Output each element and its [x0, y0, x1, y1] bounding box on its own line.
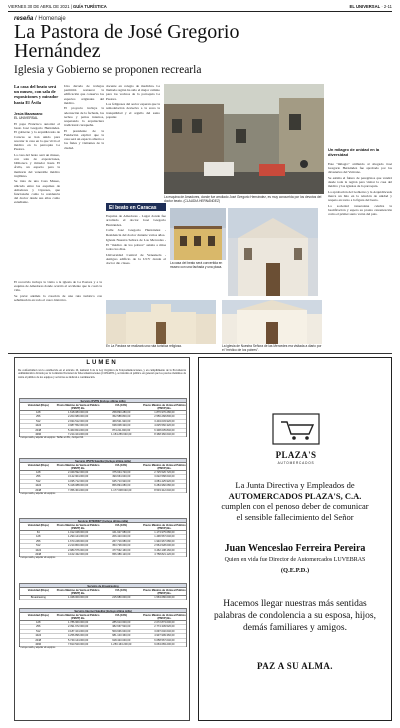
price-table-cell: 512	[20, 544, 57, 548]
price-table-column-header: Precio Máximo de Venta al Público (PMVP) Bs.	[56, 523, 100, 530]
price-table-column-header: Precio Máximo de Venta al Público (PMVP) Bs.	[56, 613, 100, 620]
price-table-cell: 4.758.821.120,00	[143, 553, 186, 557]
price-table-cell: 128	[20, 535, 57, 539]
price-table-cell: 3.462.108.160,00	[143, 549, 186, 553]
article-column-1: El papa Francisco autorizó el beato José Gregorio Hernández. El gobierno y la arquidiócesis de Caracas se han unido para rescatar la casa en la que vivió el médico en la parroquia La Pastora. La casa del beato será un museo, con sala de exposiciones, biblioteca y mirador hasta El Ávila, un espacio para la memoria del venerable médico trujillano. Se trata de una Casa Museo, ubicada entre las esquinas de Amadores y Cipreses, que funcionaba como la residencia del doctor desde sus años como estudiante.	[14, 122, 60, 205]
plazas-logo-sub: AUTOMERCADOS	[277, 461, 315, 465]
article-column-3: docente en colegio de medicina. La llamada región ha sido el mejor camino para los vecinos de la parroquia La Pastora. Los feligreses del sector esperan que la remodelación devuelva a la zona la tranquilidad y el orgullo del santo popular.	[106, 84, 160, 119]
price-table	[19, 583, 187, 600]
price-table-cell: 4.256.896.000,00	[57, 634, 100, 638]
price-table-cell: 2.349.592.000,00	[57, 471, 100, 475]
price-table-cell: 477.532.160,00	[100, 549, 143, 553]
price-table-cell: 256	[20, 475, 57, 479]
price-table-column-header: Precio Máximo de Venta al Público (PMVP) Bs.	[56, 588, 100, 595]
price-table	[19, 518, 187, 560]
price-table-column-header: Precio Máximo de Venta al Público (PMVP) Bs.	[56, 463, 100, 470]
deceased-role: Quien en vida fue Director de Automercados LUVEBRAS	[224, 557, 366, 563]
price-table-column-header: Precio Máximo de Venta al Público (PMVP) Bs.	[143, 403, 186, 410]
price-table	[19, 458, 187, 496]
price-table-header	[19, 588, 187, 596]
closing-line: PAZ A SU ALMA.	[257, 661, 333, 671]
main-photo-caption: La esquina de Amadores, donde fue arrollado José Gregorio Hernández, es muy concurrida por los devotos del doctor beato. (CLAUDIA HERNÁNDEZ)	[164, 195, 322, 203]
price-table-row	[19, 596, 187, 600]
price-table-cell: 656.389.120,00	[100, 553, 143, 557]
price-table-cell: 285.913.600,00	[100, 621, 143, 625]
lumen-intro: De conformidad con lo establecido en el artículo 10, numeral 6 de la Ley Orgánica de Telecomunicaciones, y en cumplimiento de la Providencia Administrativa dictada por la Comisión Nacional de Telecomunicaciones (CONATEL), se informa al público en general que los precios máximos de venta al público de los equipos y servicios se indican a continuación.	[18, 369, 186, 379]
price-table-cell: 3.987.552.000,00	[57, 424, 100, 428]
price-table-cell: 1.250.163.200,00	[100, 643, 143, 647]
price-table-note: * Incluye tarifa y alquiler de equipos.	[19, 557, 56, 560]
price-table-column-header: IVA (16%)	[100, 403, 143, 411]
masthead-brand: EL UNIVERSAL · 2-11	[349, 4, 392, 9]
price-table-cell: 64	[20, 531, 57, 535]
street-scene-image	[164, 84, 324, 194]
price-table-cell: 1024	[20, 549, 57, 553]
price-table-cell: 1.177.008.640,00	[100, 489, 143, 493]
price-table-cell: 2.564.528.000,00	[143, 544, 186, 548]
price-table-cell: 2.203.680.000,00	[57, 415, 100, 419]
price-table-column-header: IVA (16%)	[100, 613, 143, 621]
price-table-cell: 1.876.976.280,00	[143, 411, 186, 415]
price-table-cell: 1.290.144.000,00	[57, 535, 100, 539]
price-table-column-header: Velocidad (Kbps)	[20, 403, 57, 411]
price-table-cell: 5.463.824.000,00	[57, 429, 100, 433]
price-table	[19, 398, 187, 440]
price-table-cell: 3.187.104.000,00	[57, 630, 100, 634]
price-table-cell: 352.588.800,00	[100, 415, 143, 419]
price-table-cell: 382.667.520,00	[100, 625, 143, 629]
plazas-logo-name: PLAZA'S	[275, 450, 317, 460]
price-table-cell: 4096	[20, 643, 57, 647]
price-table-cell: 512	[20, 420, 57, 424]
price-table-cell: 3.697.040.640,00	[143, 630, 186, 634]
church-photo-caption: En La Pastora se realizará una ruta turística religiosa.	[106, 344, 182, 348]
box-list: Esquina de Amadores - Lugar donde fue arrollado el doctor José Gregorio Hernández. Calle José Gregorio Hernández - Residencia del doctor durante varios años. Iglesia Nuestra Señora de Las Mercedes - El "médico de los pobres" asistía a misa todos los días. Universidad Central de Venezuela - Antiguo edificio de la UCV donde el doctor dio clases.	[106, 214, 166, 266]
price-table-cell: 681.103.360,00	[100, 634, 143, 638]
article-byline: Jesús Mazzacano EL UNIVERSAL	[14, 112, 43, 120]
price-table-cell: 5.740.144.000,00	[57, 639, 100, 643]
price-table-cell: 6.338.035.840,00	[143, 429, 186, 433]
price-table-cell: 7.813.520.000,00	[57, 643, 100, 647]
price-table-header	[19, 523, 187, 531]
price-table-header	[19, 463, 187, 471]
price-table-cell: 2048	[20, 553, 57, 557]
price-table-cell: 2.984.576.000,00	[57, 549, 100, 553]
price-table-cell: 1.154.256.640,00	[100, 433, 143, 437]
house-photo	[170, 208, 226, 260]
price-table-column-header: Precio Máximo de Venta al Público (PMVP) Bs.	[143, 588, 186, 595]
price-table-cell: 6.284.982.080,00	[143, 484, 186, 488]
price-table-column-header: Velocidad (Kbps)	[20, 523, 57, 531]
price-table-column-header: Velocidad (Kbps)	[20, 463, 57, 471]
price-table-cell: 3.122.904.000,00	[57, 475, 100, 479]
article-lead: La casa del beato será un museo, con sala de exposiciones y mirador hasta El Ávila	[14, 84, 59, 105]
price-table-cell: 512	[20, 630, 57, 634]
price-table-cell: 5.418.088.000,00	[57, 484, 100, 488]
price-table-cell: 1024	[20, 484, 57, 488]
lumen-logo: LUMEN	[86, 360, 118, 366]
article-subhead: Iglesia y Gobierno se proponen recrearla	[14, 64, 202, 76]
main-photo	[164, 84, 324, 194]
price-table-cell: 499.664.640,00	[100, 475, 143, 479]
sidebar-title: Un milagro de unidad en la diversidad	[328, 147, 380, 157]
price-table-cell: 1.618.083.000,00	[57, 411, 100, 415]
price-table-column-header: Precio Máximo de Venta al Público (PMVP) Bs.	[143, 523, 186, 530]
price-table-column-header: IVA (16%)	[100, 463, 143, 471]
price-table-cell: 1.786.960.000,00	[57, 621, 100, 625]
price-table-column-header: IVA (16%)	[100, 523, 143, 531]
price-table	[19, 608, 187, 650]
masthead-date: VIERNES 30 DE ABRIL DE 2021 | GUÍA TURÍSTICA	[8, 4, 107, 9]
price-table-cell: 256	[20, 625, 57, 629]
sidebar-text: Este "milagro" atribuido al abogado José Gregorio Hernández fue aprobado por los dicasterios del Vaticano. Se estima el futuro de peregrinos que vendrá desde toda la región para visitar la casa del médico y las iglesias de la parroquia. La aprobación del Gobierno y la Arquidiócesis marca un hito en la relación de unidad y respeto en torno a la figura del beato. La sociedad venezolana celebra la beatificación y espera su pronta canonización como el primer santo varón del país.	[328, 162, 392, 217]
price-table-cell: 512	[20, 480, 57, 484]
section-label: reseña / Homenaje	[14, 16, 66, 22]
price-table-note: * Incluye tarifa y alquiler de equipos.	[19, 647, 56, 650]
price-table-column-header: Precio Máximo de Venta al Público (PMVP) Bs.	[143, 463, 186, 470]
price-table-cell: 2.391.672.000,00	[57, 625, 100, 629]
price-table-column-header: Velocidad (Kbps)	[20, 588, 57, 596]
price-table-note: * Incluye tarifa y alquiler de equipos.	[19, 492, 56, 495]
price-table-cell: 3.404.033.920,00	[143, 420, 186, 424]
price-table-cell: 8.368.360.640,00	[143, 433, 186, 437]
price-table-cell: 4.102.432.000,00	[57, 553, 100, 557]
price-table-cell: 509.936.640,00	[100, 630, 143, 634]
plazas-logo	[261, 412, 331, 470]
price-table-cell: 2048	[20, 639, 57, 643]
price-table-cell: 7.214.104.000,00	[57, 433, 100, 437]
price-table-cell: 256	[20, 415, 57, 419]
price-table-cell: 1.496.567.040,00	[143, 535, 186, 539]
price-table-cell: 1.012.048.000,00	[57, 531, 100, 535]
iglesia-photo-caption: La iglesia de Nuestra Señora de las Mercedes era visitada a diario por el "médico de los pobres".	[222, 344, 322, 352]
condolence-message: La Junta Directiva y Empleados de AUTOMERCADOS PLAZA'S, C.A. cumplen con el penoso deber de comunicar el sensible fallecimiento del Señor	[221, 480, 369, 522]
box-title: El beato en Caracas	[106, 203, 166, 211]
price-table-cell: 4096	[20, 433, 57, 437]
price-table-cell: 4.625.560.320,00	[143, 424, 186, 428]
condolence-ad	[198, 357, 392, 721]
price-table-cell: 2048	[20, 429, 57, 433]
price-table-cell: 866.894.080,00	[100, 484, 143, 488]
price-table-cell: 258.893.280,00	[100, 411, 143, 415]
price-table-cell: 6.658.567.040,00	[143, 639, 186, 643]
price-table-cell: 1024	[20, 634, 57, 638]
price-table-cell: 1.940.967.680,00	[143, 540, 186, 544]
price-table-cell: 4.681.425.920,00	[143, 480, 186, 484]
iglesia-photo	[222, 300, 322, 344]
article-headline: La Pastora de José Gregorio Hernández	[14, 21, 240, 62]
condolence-wishes: Hacemos llegar nuestras más sentidas palabras de condolencia a su esposa, hijos, demás familiares y amigos.	[214, 599, 376, 633]
price-table-cell: 3.622.568.640,00	[143, 475, 186, 479]
price-table-title: Servicio de Broadcasting	[19, 583, 187, 588]
section-divider	[8, 353, 392, 354]
price-table-cell: 2.072.873.600,00	[143, 621, 186, 625]
price-table-cell: 2.774.339.520,00	[143, 625, 186, 629]
price-table-cell: 2.725.526.720,00	[143, 471, 186, 475]
price-table-cell: Broadcasting	[20, 596, 57, 600]
price-table-cell: 9.063.683.200,00	[143, 643, 186, 647]
price-table-cell: 4.035.712.000,00	[57, 480, 100, 484]
price-table-column-header: Precio Máximo de Venta al Público (PMVP) Bs.	[143, 613, 186, 620]
price-table-column-header: Precio Máximo de Venta al Público (PMVP) Bs.	[56, 403, 100, 410]
price-table-note: * Incluye tarifa y alquiler de equipos. Tarifas en Bs., incluye IVA.	[19, 437, 84, 440]
price-table-title: Servicio Internet Satelital (Incluye última milla)	[19, 608, 187, 613]
price-table-cell: 874.211.840,00	[100, 429, 143, 433]
price-table-title: Servicio IPVPN Satelital (Incluye última milla)	[19, 458, 187, 463]
qepd-label: (Q.E.P.D.)	[280, 567, 310, 574]
price-table-cell: 2.210.800.000,00	[57, 544, 100, 548]
price-table-cell: 1.563.680.000,00	[143, 596, 186, 600]
price-table-cell: 7.356.304.000,00	[57, 489, 100, 493]
price-table-cell: 1024	[20, 424, 57, 428]
price-table-cell: 638.008.320,00	[100, 424, 143, 428]
price-table-cell: 128	[20, 621, 57, 625]
price-table-cell: 1.173.975.680,00	[143, 531, 186, 535]
church-photo-tall	[228, 208, 318, 296]
price-table-column-header: Velocidad (Kbps)	[20, 613, 57, 621]
cart-icon	[261, 412, 331, 448]
price-table-cell: 2.556.268.800,00	[143, 415, 186, 419]
price-table-cell: 267.719.680,00	[100, 540, 143, 544]
price-table-cell: 206.423.040,00	[100, 535, 143, 539]
price-table-cell: 2048	[20, 489, 57, 493]
article-column-4: El recorrido incluye la visita a la iglesia de La Pastora y a la esquina de Amadores donde ocurrió el accidente que le costó la vida. Se prevé además la creación de una ruta turística con señalización en todo el casco histórico.	[14, 280, 102, 303]
lumen-ad	[14, 357, 190, 721]
price-table-cell: 918.423.040,00	[100, 639, 143, 643]
price-table-cell: 1.348.000.000,00	[57, 596, 100, 600]
price-table-cell: 2.934.512.000,00	[57, 420, 100, 424]
price-table-cell: 4.937.999.360,00	[143, 634, 186, 638]
masthead-bar	[8, 3, 392, 12]
deceased-name: Juan Wenceslao Ferreira Pereira	[224, 543, 366, 554]
price-table-cell: 469.521.920,00	[100, 420, 143, 424]
price-table-title: Servicio IPVPN (Incluye última milla)	[19, 398, 187, 403]
price-table-cell: 375.934.720,00	[100, 471, 143, 475]
price-table-cell: 1.673.248.000,00	[57, 540, 100, 544]
price-table-cell: 8.533.312.640,00	[143, 489, 186, 493]
price-table-title: Servicio INTERNET (Incluye última milla)	[19, 518, 187, 523]
price-table-column-header: IVA (16%)	[100, 588, 143, 596]
price-table-cell: 161.927.680,00	[100, 531, 143, 535]
price-table-header	[19, 403, 187, 411]
price-table-cell: 128	[20, 471, 57, 475]
price-table-cell: 215.680.000,00	[100, 596, 143, 600]
price-table-cell: 353.728.000,00	[100, 544, 143, 548]
price-table-cell: 645.713.920,00	[100, 480, 143, 484]
article-column-2: Una década de trabajos permitirá restaurar la edificación que conserva los espacios originales del médico. El proyecto incluye la adecuación de la fachada, los techos y patios internos, respetando la arquitectura tradicional caraqueña. El presidente de la Fundación explicó que la casa será un espacio abierto a los fieles y visitantes de la ciudad.	[64, 84, 105, 150]
price-table-cell: 128	[20, 411, 57, 415]
house-photo-caption: La casa del beato será convertida en museo con una fachada y una placa.	[170, 261, 223, 269]
church-photo	[106, 300, 216, 344]
price-table-cell: 256	[20, 540, 57, 544]
price-table-header	[19, 613, 187, 621]
